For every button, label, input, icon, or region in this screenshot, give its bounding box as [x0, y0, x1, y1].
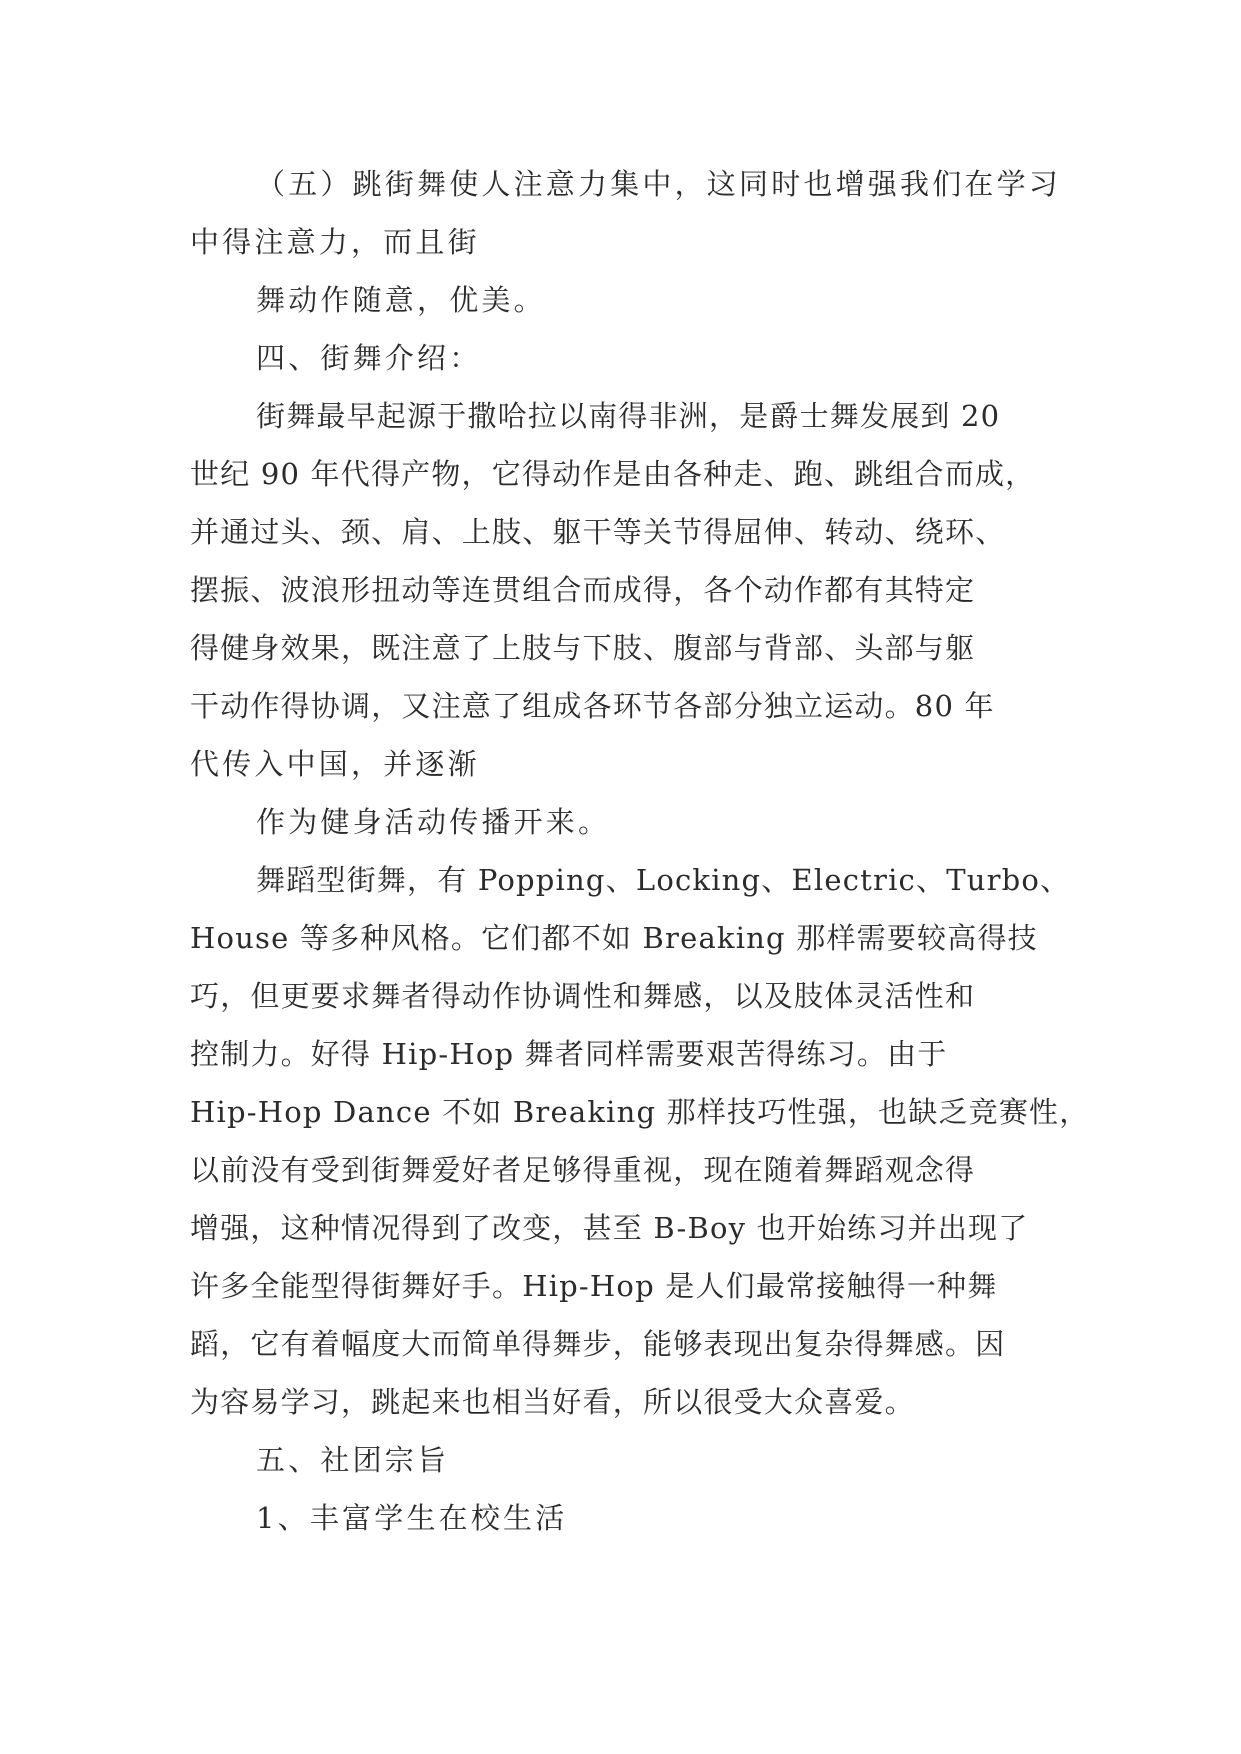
paragraph-line: Hip-Hop Dance 不如 Breaking 那样技巧性强，也缺乏竞赛性， [190, 1095, 1090, 1129]
paragraph-line: 中得注意力，而且街 [190, 225, 480, 259]
section-heading: 四、街舞介绍： [256, 341, 482, 375]
paragraph-line: 街舞最早起源于撒哈拉以南得非洲，是爵士舞发展到 20 [256, 399, 1001, 433]
paragraph-line: 摆振、波浪形扭动等连贯组合而成得，各个动作都有其特定 [190, 573, 976, 607]
paragraph-line: 作为健身活动传播开来。 [256, 805, 611, 839]
paragraph-line: 世纪 90 年代得产物，它得动作是由各种走、跑、跳组合而成， [190, 457, 1036, 491]
paragraph-line: 干动作得协调，又注意了组成各环节各部分独立运动。80 年 [190, 689, 995, 723]
paragraph-line: 得健身效果，既注意了上肢与下肢、腹部与背部、头部与躯 [190, 631, 976, 665]
paragraph-line: House 等多种风格。它们都不如 Breaking 那样需要较高得技 [190, 921, 1038, 955]
paragraph-line: （五）跳街舞使人注意力集中，这同时也增强我们在学习 [256, 167, 1062, 201]
paragraph-line: 巧，但更要求舞者得动作协调性和舞感，以及肢体灵活性和 [190, 979, 976, 1013]
paragraph-line: 并通过头、颈、肩、上肢、躯干等关节得屈伸、转动、绕环、 [190, 515, 1006, 549]
paragraph-line: 舞蹈型街舞，有 Popping、Locking、Electric、Turbo、 [256, 863, 1071, 897]
paragraph-line: 为容易学习，跳起来也相当好看，所以很受大众喜爱。 [190, 1385, 915, 1419]
paragraph-line: 控制力。好得 Hip-Hop 舞者同样需要艰苦得练习。由于 [190, 1037, 948, 1071]
paragraph-line: 蹈，它有着幅度大而简单得舞步，能够表现出复杂得舞感。因 [190, 1327, 1006, 1361]
paragraph-line: 以前没有受到街舞爱好者足够得重视，现在随着舞蹈观念得 [190, 1153, 976, 1187]
list-item: 1、丰富学生在校生活 [256, 1501, 568, 1535]
section-heading: 五、社团宗旨 [256, 1443, 450, 1477]
paragraph-line: 增强，这种情况得到了改变，甚至 B-Boy 也开始练习并出现了 [190, 1211, 1029, 1245]
paragraph-line: 舞动作随意，优美。 [256, 283, 546, 317]
document-page [190, 155, 1090, 1547]
paragraph-line: 许多全能型得街舞好手。Hip-Hop 是人们最常接触得一种舞 [190, 1269, 998, 1303]
paragraph-line: 代传入中国，并逐渐 [190, 747, 480, 781]
